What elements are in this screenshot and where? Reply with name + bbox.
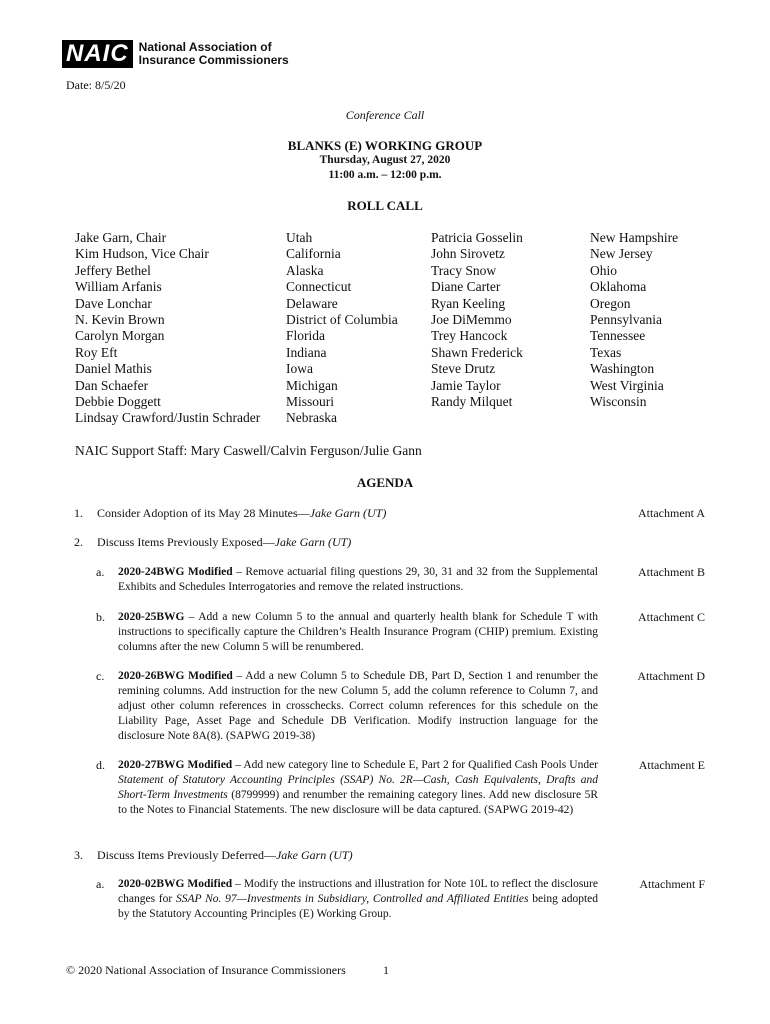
sub-item-label: a. — [96, 565, 105, 579]
item-number: 3. — [74, 848, 83, 862]
member-name: Daniel Mathis — [75, 361, 152, 377]
item-id: 2020-24BWG Modified — [118, 566, 233, 578]
item-description: – Remove actuarial filing questions 29, 30, 31 and 32 from the Supplemental Exhibits and Schedules Interrogatories and remove the related instructions. — [118, 566, 598, 593]
item-id: 2020-26BWG Modified — [118, 670, 233, 682]
naic-logo — [62, 40, 289, 68]
document-date: Date: 8/5/20 — [66, 78, 126, 92]
member-state: Washington — [590, 361, 655, 377]
item-title: Discuss Items Previously Deferred— — [97, 848, 276, 862]
meeting-type: Conference Call — [345, 108, 425, 122]
agenda-item-3 — [0, 848, 770, 864]
member-state: Ohio — [590, 262, 617, 278]
agenda-item-2a — [0, 565, 770, 605]
item-description-cont: being adopted by the Statutory Accounting Principles (E) Working Group. — [118, 893, 598, 920]
member-state: Connecticut — [286, 279, 352, 295]
attachment-label: Attachment F — [639, 877, 705, 891]
member-name: John Sirovetz — [431, 246, 505, 262]
member-name: Lindsay Crawford/Justin Schrader — [75, 410, 261, 426]
logo-text — [139, 41, 289, 67]
item-id: 2020-25BWG — [118, 611, 185, 623]
item-title: Discuss Items Previously Exposed— — [97, 535, 275, 549]
member-name: Kim Hudson, Vice Chair — [75, 246, 209, 262]
sub-item-label: a. — [96, 877, 105, 891]
attachment-label: Attachment C — [638, 610, 705, 624]
member-name: Jamie Taylor — [431, 377, 501, 393]
member-state: Florida — [286, 328, 325, 344]
group-title: BLANKS (E) WORKING GROUP — [287, 138, 483, 153]
member-name: Tracy Snow — [431, 262, 497, 278]
ssap-reference: Statement of Statutory Accounting Principles (SSAP) No. 2R—Cash, Cash Equivalents, Drafts and Short-Term Investments — [118, 774, 598, 801]
sub-item-label: c. — [96, 669, 105, 683]
agenda-item-2 — [0, 535, 770, 551]
agenda-item-1 — [0, 506, 770, 522]
sub-item-text — [118, 565, 598, 595]
attachment-label: Attachment A — [638, 506, 705, 520]
sub-item-text — [118, 758, 598, 818]
member-state: Indiana — [286, 344, 327, 360]
logo-line-2: Insurance Commissioners — [138, 53, 289, 67]
roll-call-names-left — [75, 230, 260, 427]
logo-line-1: National Association of — [138, 40, 272, 54]
member-name: Shawn Frederick — [431, 344, 523, 360]
member-state: Nebraska — [286, 410, 337, 426]
item-id: 2020-27BWG Modified — [118, 759, 233, 771]
member-name: Jeffery Bethel — [75, 262, 151, 278]
member-state: Delaware — [286, 295, 338, 311]
member-state: California — [286, 246, 341, 262]
roll-call-states-right — [590, 230, 678, 410]
item-presenter: Jake Garn (UT) — [274, 535, 352, 549]
item-presenter: Jake Garn (UT) — [275, 848, 353, 862]
agenda-item-2c — [0, 669, 770, 749]
member-name: Steve Drutz — [431, 361, 496, 377]
item-text — [97, 535, 351, 550]
item-description-cont: (8799999) and renumber the remaining category lines. Add new disclosure 5R to the Notes to Financial Statements. The new disclosure will be data captured. (SAPWG 2019-42) — [118, 789, 599, 816]
item-presenter: Jake Garn (UT) — [309, 506, 387, 520]
agenda-item-2d — [0, 758, 770, 838]
member-name: Diane Carter — [431, 279, 501, 295]
member-name: Dave Lonchar — [75, 295, 152, 311]
sub-item-text — [118, 877, 598, 922]
member-state: Missouri — [286, 394, 335, 410]
member-name: Debbie Doggett — [75, 394, 161, 410]
sub-item-text — [118, 669, 598, 744]
sub-item-text — [118, 610, 598, 655]
member-name: Dan Schaefer — [75, 377, 149, 393]
member-name: Jake Garn, Chair — [75, 230, 167, 245]
member-name: Joe DiMemmo — [431, 312, 512, 328]
roll-call-names-right — [431, 230, 523, 410]
item-description: – Add a new Column 5 to the annual and quarterly health blank for Schedule T with instructions to specifically capture the Children’s Health Insurance Program (CHIP) premium. Existing columns after the new Column 5 will be renumbered. — [118, 611, 598, 653]
meeting-time: 11:00 a.m. – 12:00 p.m. — [328, 169, 442, 181]
member-name: Roy Eft — [75, 344, 118, 360]
item-id: 2020-02BWG Modified — [118, 878, 233, 890]
member-state: Wisconsin — [590, 394, 647, 410]
attachment-label: Attachment D — [637, 669, 705, 683]
member-state: New Hampshire — [590, 230, 679, 245]
page-number: 1 — [383, 963, 389, 977]
member-state: Oklahoma — [590, 279, 647, 295]
copyright-footer: © 2020 National Association of Insurance Commissioners — [66, 963, 346, 977]
item-description: – Modify the instructions and illustration for Note 10L to reflect the disclosure changes for — [118, 878, 598, 905]
member-name: William Arfanis — [75, 279, 162, 295]
agenda-item-3a — [0, 877, 770, 927]
member-state: Oregon — [590, 295, 631, 311]
ssap-reference: SSAP No. 97—Investments in Subsidiary, Controlled and Affiliated Entities — [175, 893, 529, 905]
member-state: West Virginia — [590, 377, 664, 393]
member-name: Patricia Gosselin — [431, 230, 523, 245]
item-description: – Add new category line to Schedule E, Part 2 for Qualified Cash Pools Under — [232, 759, 598, 771]
sub-item-label: d. — [96, 758, 105, 772]
roll-call-states-left — [286, 230, 398, 427]
member-name: Trey Hancock — [431, 328, 508, 344]
item-title: Consider Adoption of its May 28 Minutes— — [97, 506, 310, 520]
item-text — [97, 848, 353, 863]
item-number: 1. — [74, 506, 83, 520]
roll-call-heading: ROLL CALL — [347, 198, 423, 213]
logo-mark: NAIC — [62, 40, 133, 68]
support-staff: NAIC Support Staff: Mary Caswell/Calvin Ferguson/Julie Gann — [75, 443, 422, 458]
member-name: Randy Milquet — [431, 394, 513, 410]
member-state: Tennessee — [590, 328, 646, 344]
agenda-heading: AGENDA — [356, 475, 414, 490]
member-name: Ryan Keeling — [431, 295, 506, 311]
attachment-label: Attachment E — [638, 758, 705, 772]
member-state: District of Columbia — [286, 312, 398, 328]
member-name: N. Kevin Brown — [75, 312, 165, 328]
member-state: Iowa — [286, 361, 313, 377]
agenda-item-2b — [0, 610, 770, 660]
sub-item-label: b. — [96, 610, 105, 624]
attachment-label: Attachment B — [638, 565, 705, 579]
meeting-date: Thursday, August 27, 2020 — [319, 154, 451, 166]
member-state: Texas — [590, 344, 622, 360]
item-description: – Add a new Column 5 to Schedule DB, Part D, Section 1 and renumber the remining columns. Add instruction for the new Column 5, add the column reference to Column 7, and adjust other column references in crosschecks. Correct column references for this schedule on the Liability Page, Asset Page and Schedule DB Verification. Modify instruction language for the disclosure Note 8A(8). (SAPWG 2019-38) — [118, 670, 598, 742]
item-number: 2. — [74, 535, 83, 549]
item-text — [97, 506, 386, 521]
member-state: Michigan — [286, 377, 338, 393]
member-name: Carolyn Morgan — [75, 328, 165, 344]
member-state: Pennsylvania — [590, 312, 662, 328]
member-state: Utah — [286, 230, 313, 245]
member-state: Alaska — [286, 262, 324, 278]
member-state: New Jersey — [590, 246, 653, 262]
